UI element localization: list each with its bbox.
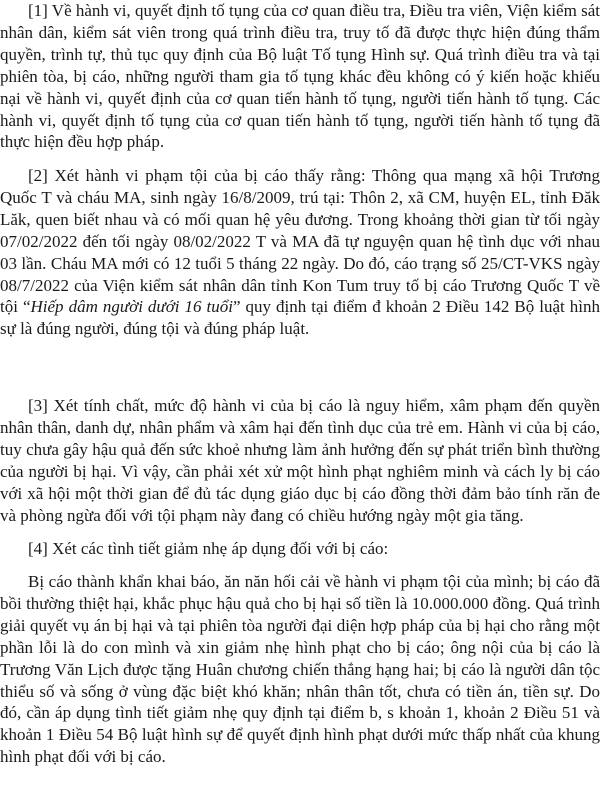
paragraph-4-mitigating-heading: [4] Xét các tình tiết giảm nhẹ áp dụng đối với bị cáo: [28,539,389,558]
offense-name-italic: Hiếp dâm người dưới 16 tuổi [30,297,233,317]
paragraph-5-mitigating-details: Bị cáo thành khẩn khai báo, ăn năn hối cải về hành vi phạm tội của mình; bị cáo đã bồi thường thiệt hại, khắc phục hậu quả cho bị hại số tiền là 10.000.000 đồng. Quá trình giải quyết vụ án bị hại và tại phiên tòa người đại diện hợp pháp của bị hại cho rằng một phần lỗi là do con mình và xin giảm nhẹ hình phạt cho bị cáo; ông nội của bị cáo là Trương Văn Lịch được tặng Huân chương chiến thắng hạng hai; bị cáo là người dân tộc thiểu số và sống ở vùng đặc biệt khó khăn; nhân thân tốt, chưa có tiền án, tiền sự. Do đó, cần áp dụng tình tiết giảm nhẹ quy định tại điểm b, s khoản 1, khoản 2 Điều 51 và khoản 1 Điều 54 Bộ luật hình sự để quyết định hình phạt dưới mức thấp nhất của khung hình phạt đối với bị cáo. [0,572,600,767]
paragraph-3-severity-review: [3] Xét tính chất, mức độ hành vi của bị cáo là nguy hiểm, xâm phạm đến quyền nhân thân, danh dự, nhân phẩm và xâm hại đến tình dục của trẻ em. Hành vi của bị cáo, tuy chưa gây hậu quả đến sức khoẻ nhưng làm ảnh hưởng đến sự phát triển bình thường của người bị hại. Vì vậy, cần phải xét xử một hình phạt nghiêm minh và cách ly bị cáo với xã hội một thời gian để đủ tác dụng giáo dục bị cáo đồng thời đảm bảo tính răn đe và phòng ngừa đối với tội phạm này đang có chiều hướng ngày một gia tăng. [0,396,600,525]
paragraph-1-procedural-review: [1] Về hành vi, quyết định tố tụng của cơ quan điều tra, Điều tra viên, Viện kiểm sát nhân dân, kiểm sát viên trong quá trình điều tra, truy tố đã được thực hiện đúng thẩm quyền, trình tự, thủ tục quy định của Bộ luật Tố tụng Hình sự. Quá trình điều tra và tại phiên tòa, bị cáo, những người tham gia tố tụng khác đều không có ý kiến hoặc khiếu nại về hành vi, quyết định của cơ quan tiến hành tố tụng, người tiến hành tố tụng. Các hành vi, quyết định tố tụng của cơ quan tiến hành tố tụng, người tiến hành tố tụng đã thực hiện đều hợp pháp. [0,1,600,152]
paragraph-2-text-after: ” quy định tại điểm đ khoản 2 Điều 142 Bộ luật hình sự là đúng người, đúng tội và đúng pháp luật. [0,297,600,339]
paragraph-2-text-before: [2] Xét hành vi phạm tội của bị cáo thấy rằng: Thông qua mạng xã hội Trương Quốc T và cháu MA, sinh ngày 16/8/2009, trú tại: Thôn 2, xã CM, huyện EL, tỉnh Đăk Lăk, quen biết nhau và có mối quan hệ yêu đương. Trong khoảng thời gian từ tối ngày 07/02/2022 đến tối ngày 08/02/2022 T và MA đã tự nguyện quan hệ tình dục với nhau 03 lần. Cháu MA mới có 12 tuổi 5 tháng 22 ngày. Do đó, cáo trạng số 25/CT-VKS ngày 08/7/2022 của Viện kiểm sát nhân dân tỉnh Kon Tum truy tố bị cáo Trương Quốc T về tội “ [0,166,600,317]
paragraph-2-offense-review [0,165,600,340]
